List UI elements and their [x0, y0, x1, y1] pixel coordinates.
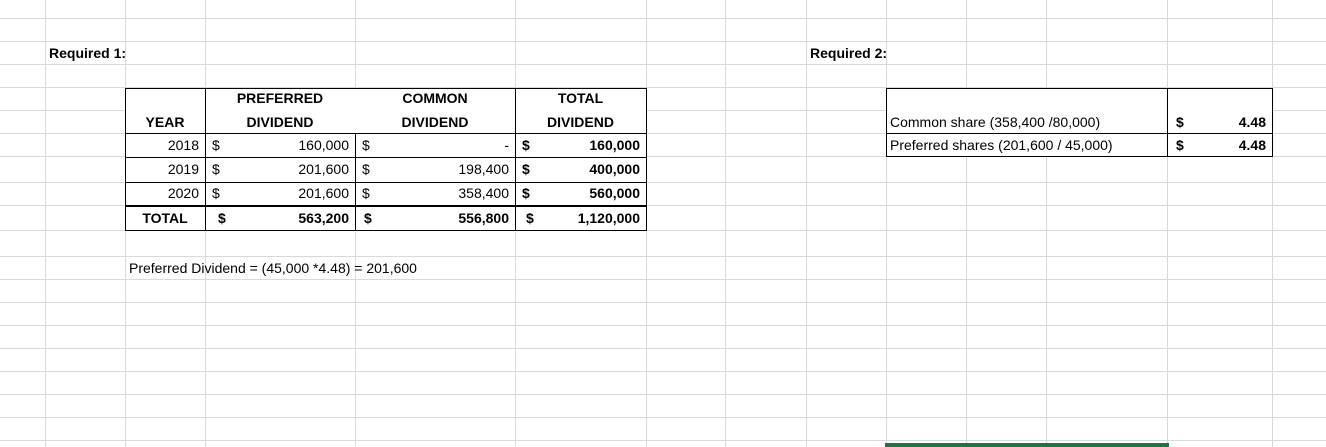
common-share-label[interactable]: Common share (358,400 /80,000)	[890, 114, 1101, 130]
table-row-year[interactable]: 2019	[167, 161, 199, 177]
common-dividend-value[interactable]: -	[504, 137, 509, 153]
preferred-shares-label[interactable]: Preferred shares (201,600 / 45,000)	[890, 137, 1113, 153]
total-dividend-value[interactable]: 400,000	[589, 161, 640, 177]
grand-total-value[interactable]: 1,120,000	[577, 210, 640, 226]
currency-symbol: $	[526, 210, 534, 226]
header-total-dividend[interactable]: DIVIDEND	[547, 114, 614, 130]
currency-symbol: $	[522, 185, 530, 201]
currency-symbol: $	[364, 210, 372, 226]
cell-selection-border	[885, 443, 1169, 447]
preferred-dividend-value[interactable]: 160,000	[298, 137, 349, 153]
currency-symbol: $	[522, 137, 530, 153]
total-common-value[interactable]: 556,800	[458, 210, 509, 226]
common-share-value[interactable]: 4.48	[1238, 114, 1266, 130]
currency-symbol: $	[212, 161, 220, 177]
header-common[interactable]: COMMON	[402, 90, 468, 106]
currency-symbol: $	[1176, 114, 1184, 130]
currency-symbol: $	[362, 137, 370, 153]
currency-symbol: $	[212, 185, 220, 201]
common-dividend-value[interactable]: 358,400	[458, 185, 509, 201]
header-total[interactable]: TOTAL	[557, 90, 604, 106]
header-year[interactable]: YEAR	[145, 114, 185, 130]
currency-symbol: $	[522, 161, 530, 177]
preferred-dividend-value[interactable]: 201,600	[298, 161, 349, 177]
table-row-year[interactable]: 2018	[167, 137, 199, 153]
required-1-heading[interactable]: Required 1:	[49, 45, 127, 61]
header-preferred-dividend[interactable]: DIVIDEND	[246, 114, 314, 130]
header-common-dividend[interactable]: DIVIDEND	[401, 114, 469, 130]
preferred-shares-value[interactable]: 4.48	[1238, 137, 1266, 153]
preferred-dividend-note[interactable]: Preferred Dividend = (45,000 *4.48) = 201,600	[129, 260, 417, 276]
preferred-dividend-value[interactable]: 201,600	[298, 185, 349, 201]
currency-symbol: $	[218, 210, 226, 226]
table-row-year[interactable]: 2020	[167, 185, 199, 201]
common-dividend-value[interactable]: 198,400	[458, 161, 509, 177]
currency-symbol: $	[362, 161, 370, 177]
currency-symbol: $	[212, 137, 220, 153]
currency-symbol: $	[362, 185, 370, 201]
total-dividend-value[interactable]: 560,000	[589, 185, 640, 201]
total-preferred-value[interactable]: 563,200	[298, 210, 349, 226]
currency-symbol: $	[1176, 137, 1184, 153]
total-row-label[interactable]: TOTAL	[142, 210, 188, 226]
required-2-heading[interactable]: Required 2:	[810, 45, 888, 61]
header-preferred[interactable]: PREFERRED	[236, 90, 324, 106]
total-dividend-value[interactable]: 160,000	[589, 137, 640, 153]
